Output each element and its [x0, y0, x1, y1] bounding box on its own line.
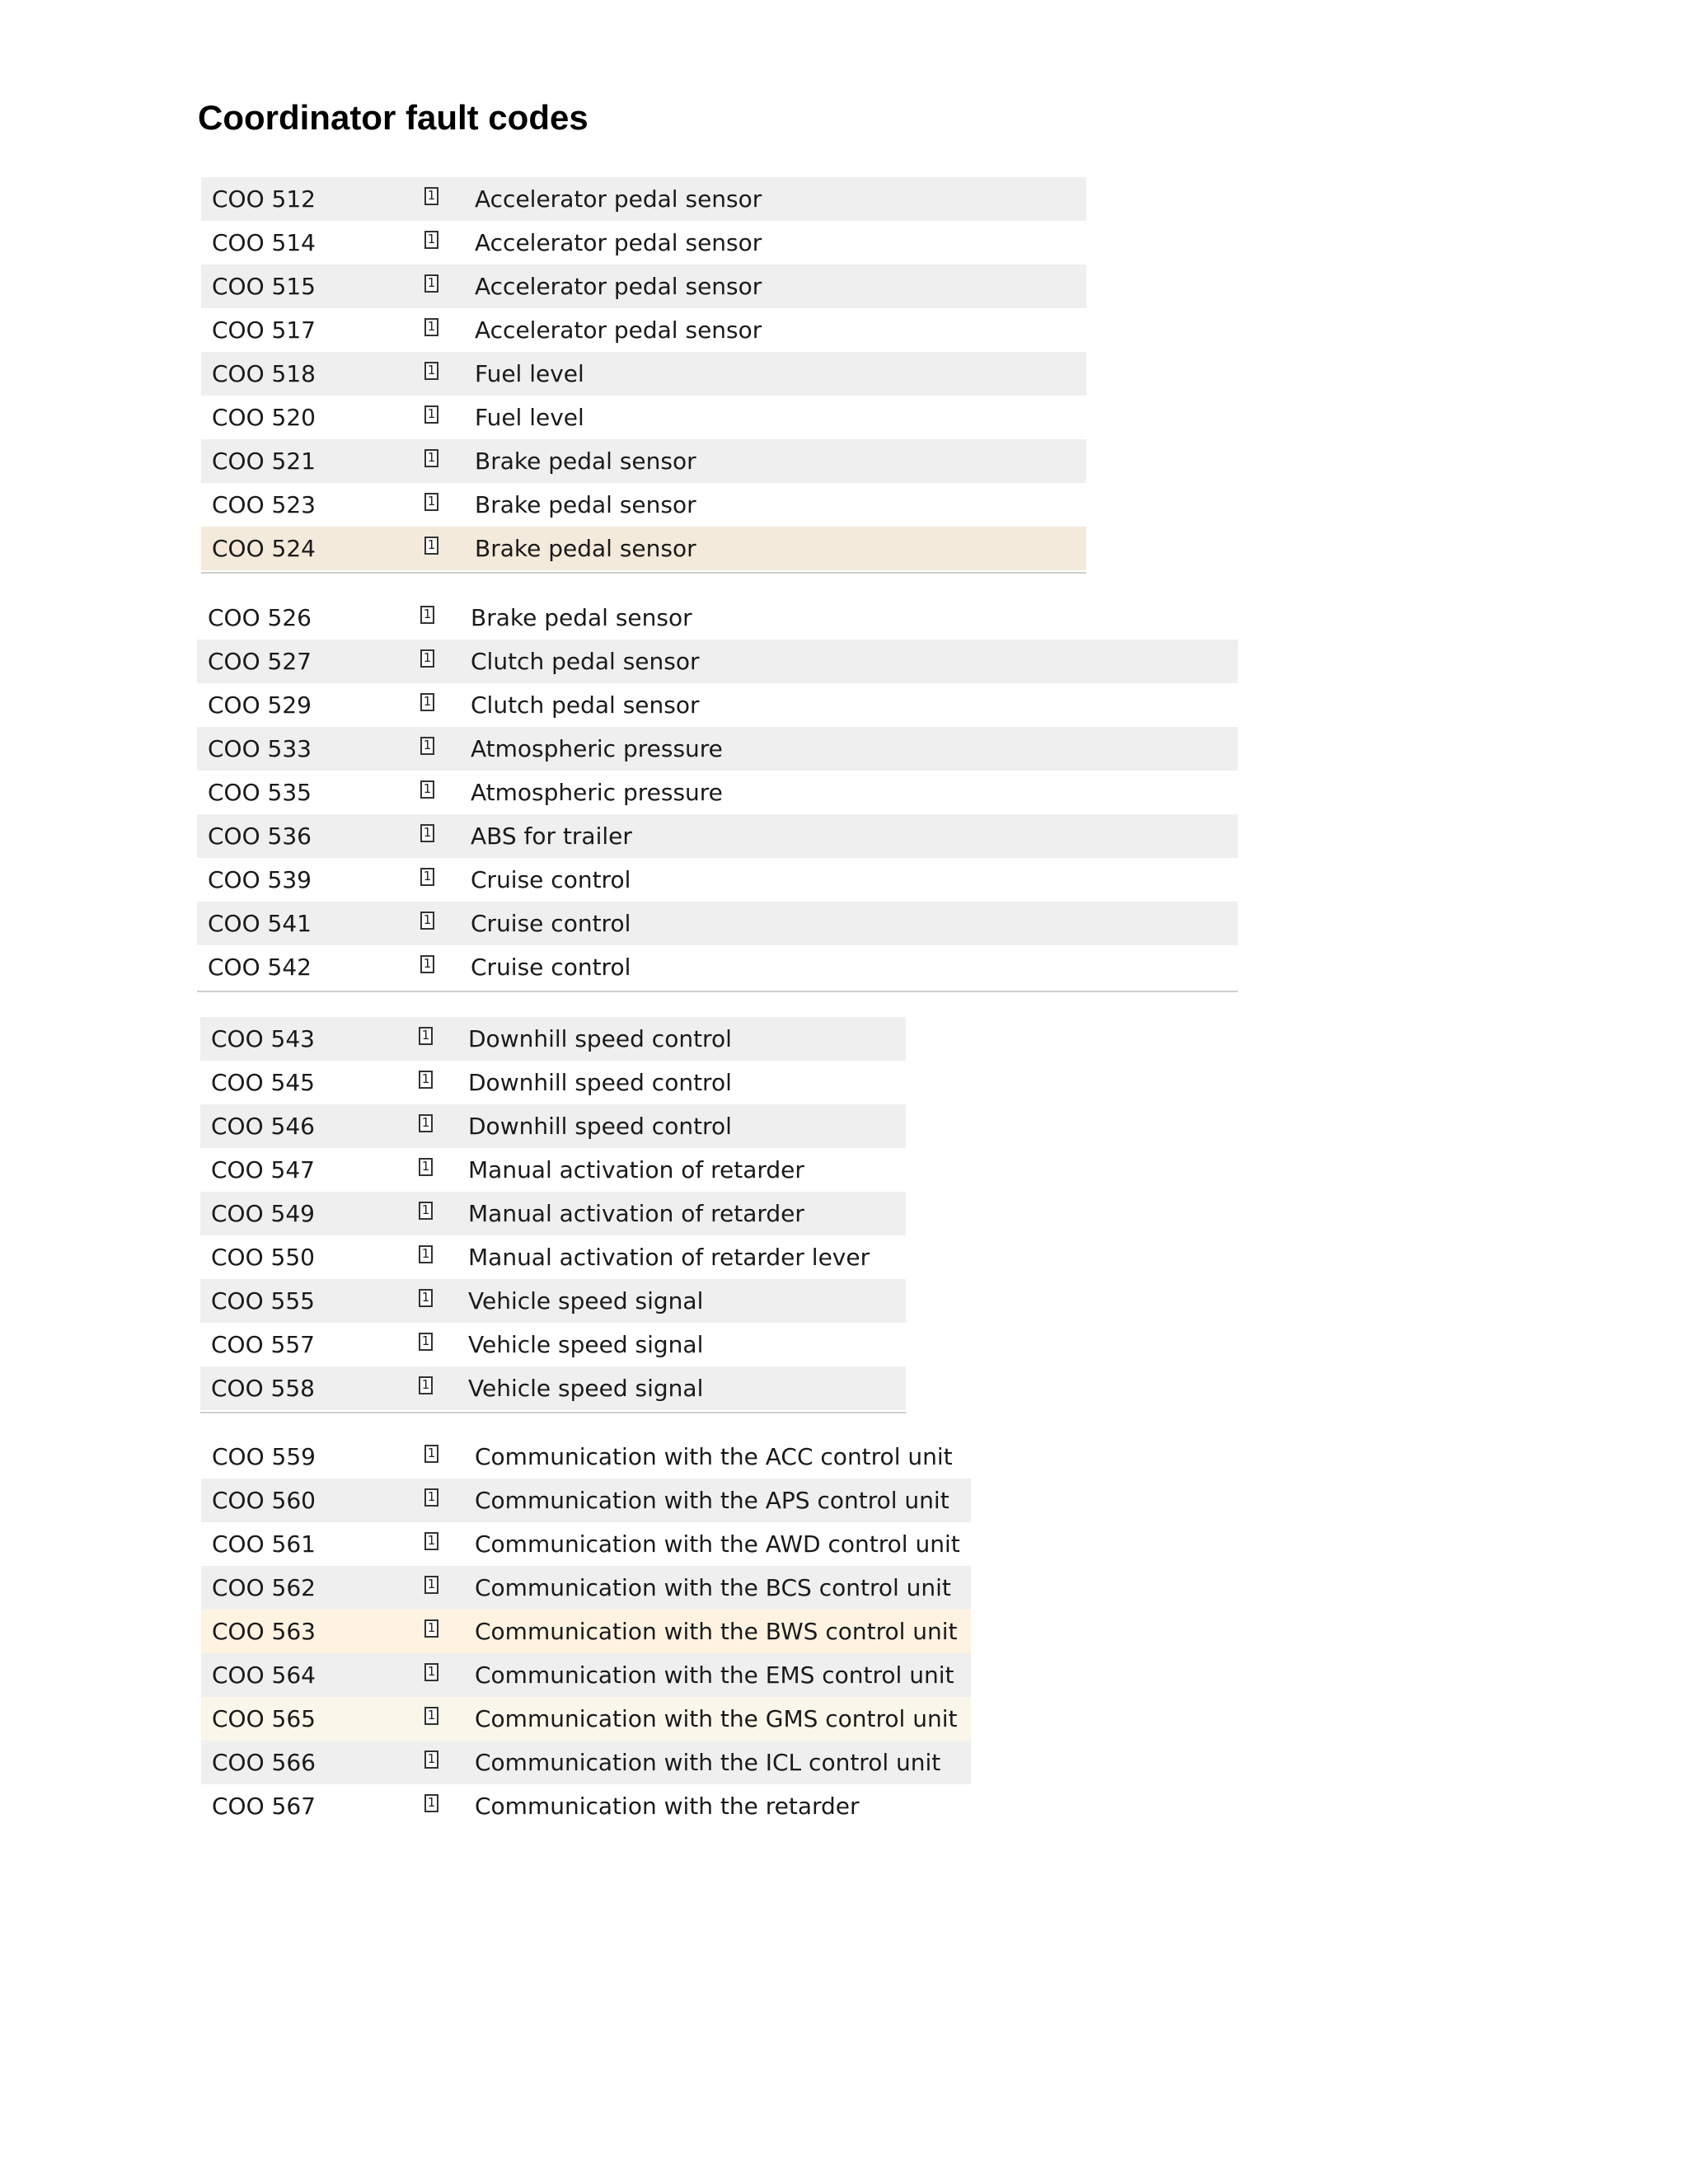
info-box-icon: 1 — [420, 649, 434, 668]
info-box-icon: 1 — [424, 1794, 438, 1812]
table-row[interactable] — [201, 1653, 971, 1697]
fault-description: Manual activation of retarder — [468, 1200, 804, 1227]
fault-code: COO 549 — [211, 1200, 315, 1227]
table-row[interactable] — [197, 814, 1238, 858]
table-row[interactable] — [200, 1104, 906, 1148]
fault-description: Atmospheric pressure — [471, 779, 723, 806]
fault-description: Atmospheric pressure — [471, 735, 723, 762]
fault-description: Communication with the APS control unit — [475, 1487, 950, 1514]
info-box-icon: 1 — [424, 187, 438, 205]
table-row[interactable] — [197, 683, 1238, 727]
info-box-icon: 1 — [424, 1532, 438, 1550]
table-row[interactable] — [201, 221, 1086, 265]
fault-description: ABS for trailer — [471, 823, 632, 850]
fault-description: Fuel level — [475, 404, 584, 431]
fault-description: Vehicle speed signal — [468, 1375, 704, 1402]
fault-code: COO 533 — [208, 735, 312, 762]
fault-description: Communication with the ICL control unit — [475, 1749, 941, 1776]
table-row[interactable] — [201, 308, 1086, 352]
fault-code: COO 555 — [211, 1287, 315, 1315]
fault-code: COO 535 — [208, 779, 312, 806]
info-box-icon: 1 — [424, 537, 438, 555]
table-row[interactable] — [197, 727, 1238, 771]
fault-code: COO 520 — [212, 404, 316, 431]
info-box-icon: 1 — [419, 1027, 433, 1045]
info-box-icon: 1 — [420, 955, 434, 973]
page-title: Coordinator fault codes — [198, 98, 588, 137]
fault-description: Communication with the retarder — [475, 1793, 860, 1820]
info-box-icon: 1 — [419, 1202, 433, 1220]
fault-code: COO 562 — [212, 1574, 316, 1601]
table-row[interactable] — [197, 902, 1238, 945]
info-box-icon: 1 — [424, 1663, 438, 1681]
fault-description: Cruise control — [471, 954, 631, 981]
fault-description: Communication with the BWS control unit — [475, 1618, 958, 1645]
table-row[interactable] — [201, 352, 1086, 396]
table-row[interactable] — [200, 1366, 906, 1410]
fault-code: COO 564 — [212, 1661, 316, 1689]
fault-code: COO 545 — [211, 1069, 315, 1096]
table-row[interactable] — [201, 1479, 971, 1522]
table-divider — [200, 1412, 906, 1413]
fault-description: Vehicle speed signal — [468, 1331, 704, 1358]
table-row[interactable] — [200, 1017, 906, 1061]
info-box-icon: 1 — [424, 1445, 438, 1463]
fault-code: COO 521 — [212, 448, 316, 475]
fault-code: COO 517 — [212, 316, 316, 344]
info-box-icon: 1 — [420, 824, 434, 842]
fault-code: COO 559 — [212, 1443, 316, 1470]
info-box-icon: 1 — [419, 1289, 433, 1307]
fault-description: Clutch pedal sensor — [471, 691, 700, 719]
fault-code: COO 546 — [211, 1113, 315, 1140]
table-divider — [201, 572, 1086, 574]
fault-code: COO 518 — [212, 360, 316, 387]
table-row[interactable] — [201, 1566, 971, 1610]
info-box-icon: 1 — [419, 1245, 433, 1263]
table-row[interactable] — [200, 1235, 906, 1279]
table-row[interactable] — [201, 1522, 971, 1566]
fault-description: Communication with the ACC control unit — [475, 1443, 953, 1470]
info-box-icon: 1 — [420, 606, 434, 624]
fault-description: Brake pedal sensor — [471, 604, 692, 631]
fault-description: Manual activation of retarder — [468, 1156, 804, 1183]
table-row[interactable] — [201, 177, 1086, 221]
fault-code: COO 514 — [212, 229, 316, 256]
fault-code: COO 563 — [212, 1618, 316, 1645]
fault-code: COO 529 — [208, 691, 312, 719]
info-box-icon: 1 — [424, 449, 438, 467]
fault-code: COO 567 — [212, 1793, 316, 1820]
fault-code: COO 515 — [212, 273, 316, 300]
fault-code: COO 558 — [211, 1375, 315, 1402]
fault-description: Cruise control — [471, 866, 631, 893]
fault-description: Communication with the BCS control unit — [475, 1574, 951, 1601]
fault-code: COO 557 — [211, 1331, 315, 1358]
fault-description: Clutch pedal sensor — [471, 648, 700, 675]
fault-description: Communication with the GMS control unit — [475, 1705, 958, 1732]
table-row[interactable] — [201, 1610, 971, 1653]
info-box-icon: 1 — [424, 362, 438, 380]
info-box-icon: 1 — [419, 1114, 433, 1132]
table-row[interactable] — [197, 640, 1238, 683]
info-box-icon: 1 — [419, 1158, 433, 1176]
info-box-icon: 1 — [424, 1619, 438, 1638]
fault-code-table-4 — [201, 1435, 971, 1828]
fault-description: Downhill speed control — [468, 1113, 732, 1140]
fault-code: COO 536 — [208, 823, 312, 850]
table-row[interactable] — [200, 1279, 906, 1323]
fault-description: Accelerator pedal sensor — [475, 273, 762, 300]
table-row[interactable] — [201, 439, 1086, 483]
table-row[interactable] — [201, 265, 1086, 308]
info-box-icon: 1 — [419, 1333, 433, 1351]
fault-description: Manual activation of retarder lever — [468, 1244, 870, 1271]
fault-code: COO 523 — [212, 491, 316, 518]
fault-description: Accelerator pedal sensor — [475, 185, 762, 213]
info-box-icon: 1 — [424, 1750, 438, 1769]
table-row[interactable] — [201, 1784, 971, 1828]
fault-code: COO 539 — [208, 866, 312, 893]
table-row[interactable] — [197, 771, 1238, 814]
info-box-icon: 1 — [424, 405, 438, 424]
table-divider — [197, 991, 1238, 992]
fault-code: COO 565 — [212, 1705, 316, 1732]
info-box-icon: 1 — [424, 1488, 438, 1507]
fault-code: COO 543 — [211, 1025, 315, 1052]
info-box-icon: 1 — [424, 231, 438, 249]
info-box-icon: 1 — [424, 493, 438, 511]
fault-description: Vehicle speed signal — [468, 1287, 704, 1315]
fault-code: COO 527 — [208, 648, 312, 675]
fault-code: COO 561 — [212, 1530, 316, 1558]
table-row[interactable] — [200, 1148, 906, 1192]
info-box-icon: 1 — [424, 318, 438, 336]
fault-description: Communication with the AWD control unit — [475, 1530, 960, 1558]
table-row[interactable] — [201, 1697, 971, 1741]
table-row[interactable] — [201, 396, 1086, 439]
table-row[interactable] — [201, 1435, 971, 1479]
table-row[interactable] — [200, 1061, 906, 1104]
info-box-icon: 1 — [424, 1707, 438, 1725]
info-box-icon: 1 — [420, 868, 434, 886]
fault-code: COO 566 — [212, 1749, 316, 1776]
info-box-icon: 1 — [419, 1376, 433, 1394]
fault-code: COO 541 — [208, 910, 312, 937]
table-row[interactable] — [201, 527, 1086, 570]
fault-code-table-1 — [201, 177, 1086, 574]
fault-code: COO 526 — [208, 604, 312, 631]
fault-code: COO 542 — [208, 954, 312, 981]
fault-code: COO 560 — [212, 1487, 316, 1514]
table-row[interactable] — [201, 483, 1086, 527]
info-box-icon: 1 — [424, 1576, 438, 1594]
table-row[interactable] — [197, 596, 1238, 640]
info-box-icon: 1 — [420, 693, 434, 711]
info-box-icon: 1 — [419, 1071, 433, 1089]
fault-description: Accelerator pedal sensor — [475, 229, 762, 256]
fault-description: Brake pedal sensor — [475, 448, 696, 475]
table-row[interactable] — [197, 945, 1238, 989]
fault-code-table-2 — [197, 596, 1238, 992]
info-box-icon: 1 — [420, 780, 434, 799]
fault-code: COO 524 — [212, 535, 316, 562]
fault-description: Cruise control — [471, 910, 631, 937]
table-row[interactable] — [200, 1192, 906, 1235]
info-box-icon: 1 — [420, 912, 434, 930]
fault-description: Brake pedal sensor — [475, 491, 696, 518]
info-box-icon: 1 — [420, 737, 434, 755]
table-row[interactable] — [197, 858, 1238, 902]
info-box-icon: 1 — [424, 274, 438, 293]
fault-description: Fuel level — [475, 360, 584, 387]
fault-description: Downhill speed control — [468, 1025, 732, 1052]
fault-description: Accelerator pedal sensor — [475, 316, 762, 344]
fault-code: COO 512 — [212, 185, 316, 213]
fault-description: Downhill speed control — [468, 1069, 732, 1096]
fault-description: Brake pedal sensor — [475, 535, 696, 562]
table-row[interactable] — [201, 1741, 971, 1784]
fault-code: COO 547 — [211, 1156, 315, 1183]
fault-code: COO 550 — [211, 1244, 315, 1271]
fault-description: Communication with the EMS control unit — [475, 1661, 954, 1689]
fault-code-table-3 — [200, 1017, 906, 1413]
table-row[interactable] — [200, 1323, 906, 1366]
